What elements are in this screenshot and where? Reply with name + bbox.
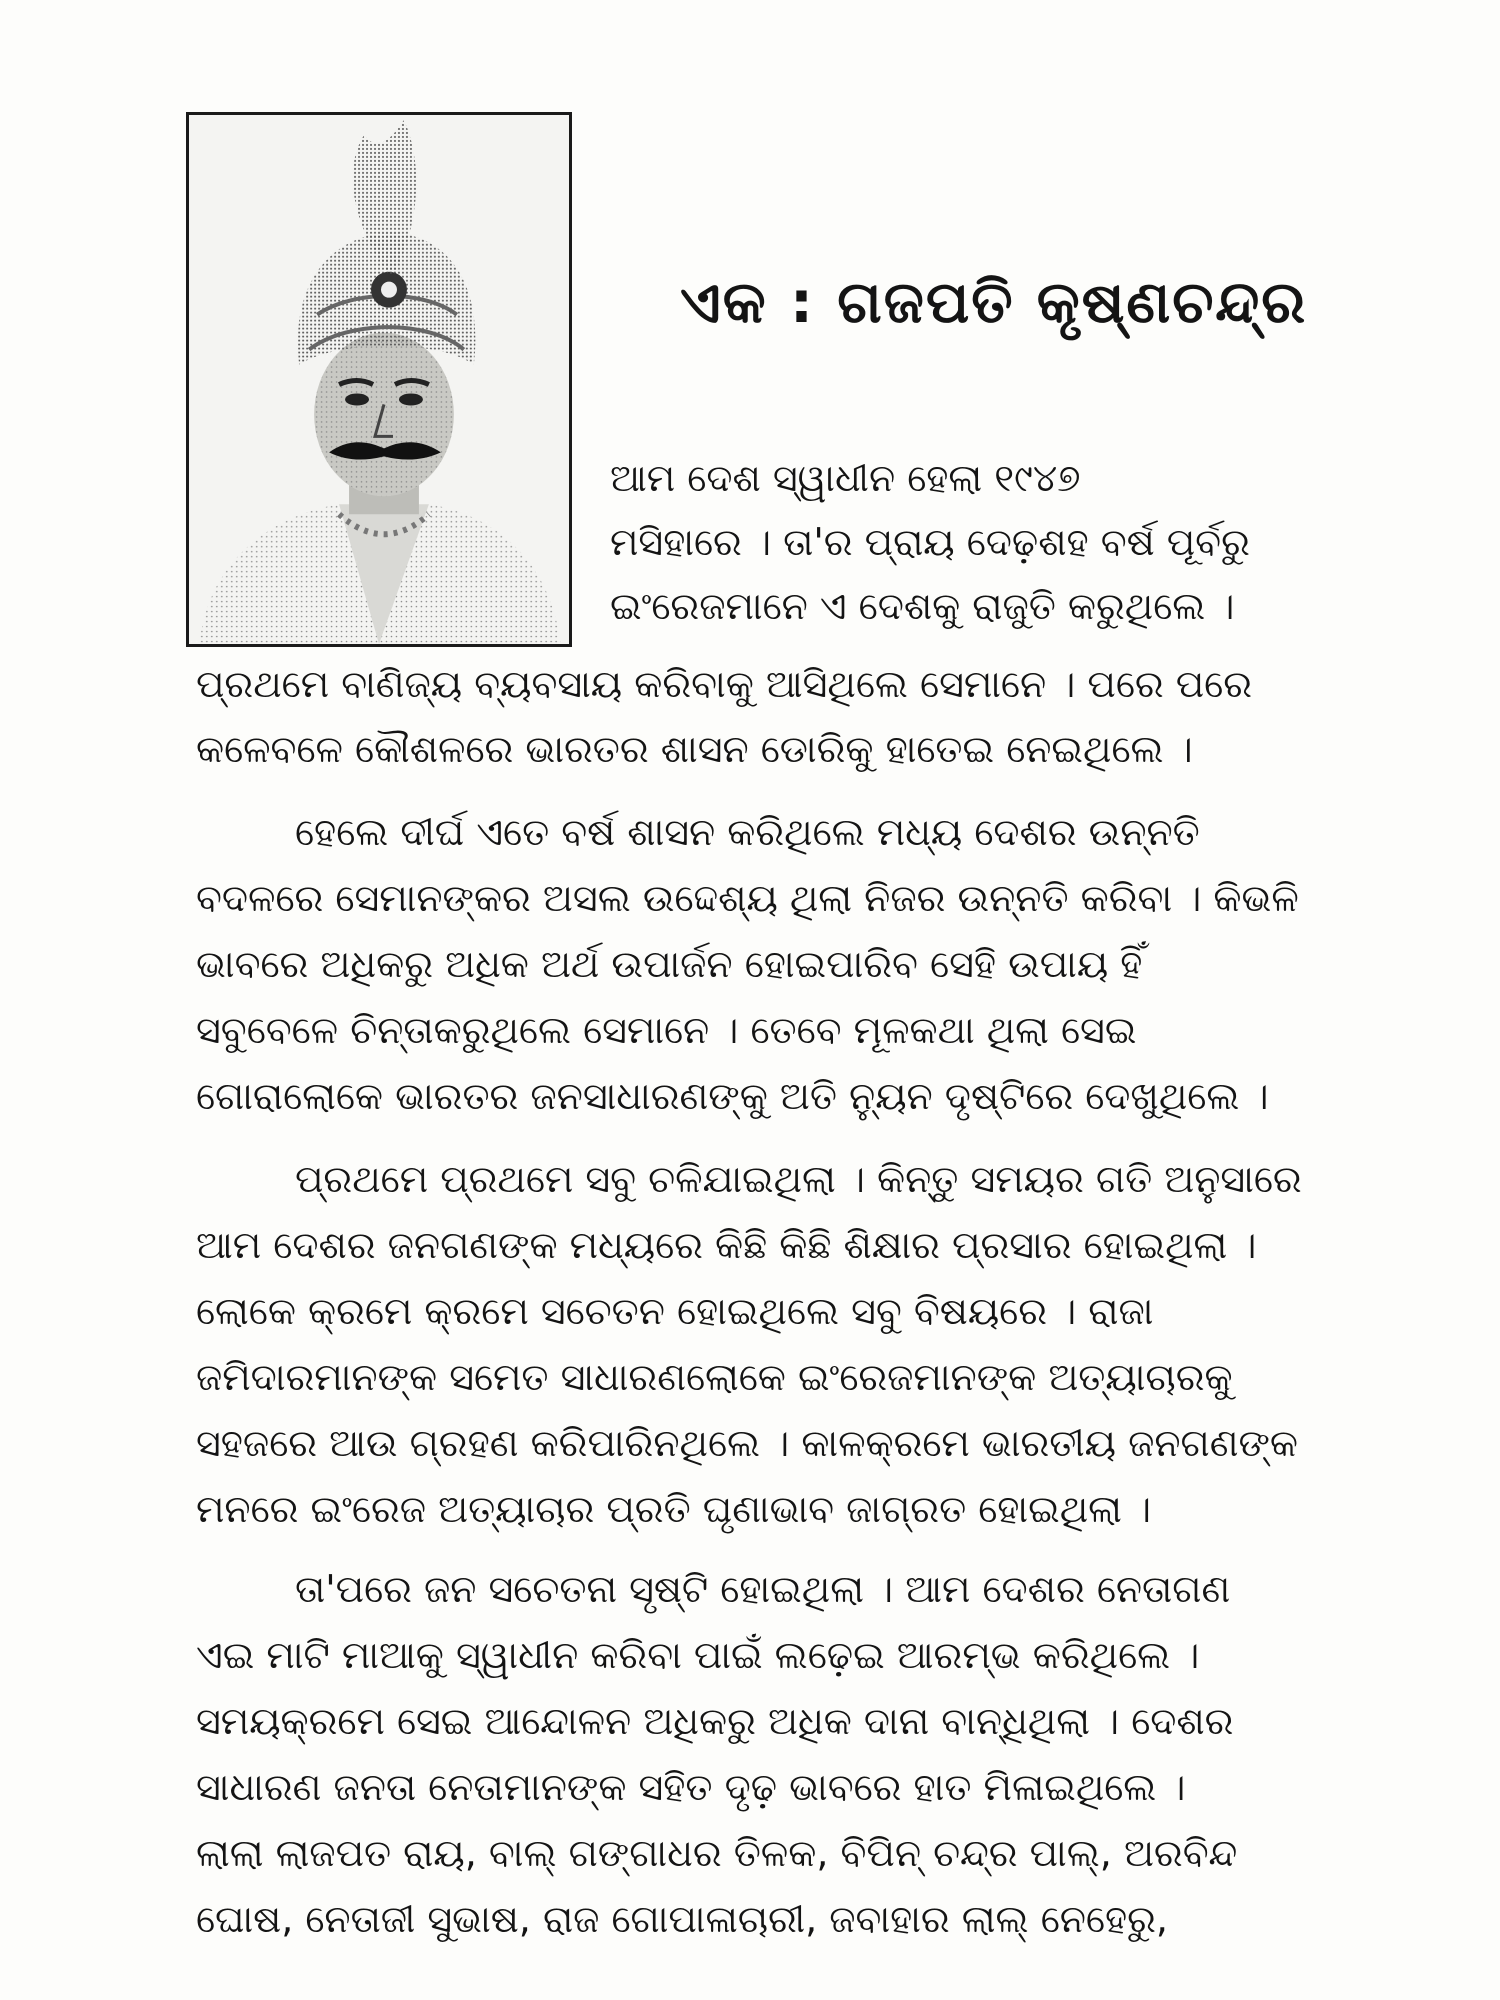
- body-line: ସାଧାରଣ ଜନତା ନେତାମାନଙ୍କ ସହିତ ଦୃଢ଼ ଭାବରେ ହାତ ମିଳାଇଥିଲେ ।: [196, 1765, 1186, 1809]
- intro-line: ମସିହାରେ । ତା'ର ପ୍ରାୟ ଦେଢ଼ଶହ ବର୍ଷ ପୂର୍ବରୁ: [610, 520, 1250, 564]
- body-line: ପ୍ରଥମେ ବାଣିଜ୍ୟ ବ୍ୟବସାୟ କରିବାକୁ ଆସିଥିଲେ ସେମାନେ । ପରେ ପରେ: [196, 662, 1253, 706]
- body-line: ସମୟକ୍ରମେ ସେଇ ଆନ୍ଦୋଳନ ଅଧିକରୁ ଅଧିକ ଦାନା ବାନ୍ଧିଥିଲା । ଦେଶର: [196, 1699, 1234, 1743]
- body-line: ବଦଳରେ ସେମାନଙ୍କର ଅସଲ ଉଦ୍ଦେଶ୍ୟ ଥିଲା ନିଜର ଉନ୍ନତି କରିବା । କିଭଳି: [196, 876, 1299, 920]
- body-line: ତା'ପରେ ଜନ ସଚେତନା ସୃଷ୍ଟି ହୋଇଥିଲା । ଆମ ଦେଶର ନେତାଗଣ: [295, 1567, 1231, 1611]
- body-line: ପ୍ରଥମେ ପ୍ରଥମେ ସବୁ ଚଳିଯାଇଥିଲା । କିନ୍ତୁ ସମୟର ଗତି ଅନୁସାରେ: [295, 1157, 1302, 1201]
- body-line: ସହଜରେ ଆଉ ଗ୍ରହଣ କରିପାରିନଥିଲେ । କାଳକ୍ରମେ ଭାରତୀୟ ଜନଗଣଙ୍କ: [196, 1421, 1299, 1465]
- portrait-icon: [189, 115, 569, 644]
- body-line: ଏଇ ମାଟି ମାଆକୁ ସ୍ୱାଧୀନ କରିବା ପାଇଁ ଲଢ଼େଇ ଆରମ୍ଭ କରିଥିଲେ ।: [196, 1633, 1200, 1677]
- chapter-title: ଏକ : ଗଜପତି କୃଷ୍ଣଚନ୍ଦ୍ର: [680, 268, 1308, 336]
- body-line: ଲାଲା ଲାଜପତ ରାୟ, ବାଲ୍ ଗଙ୍ଗାଧର ତିଳକ, ବିପିନ୍ ଚନ୍ଦ୍ର ପାଲ୍, ଅରବିନ୍ଦ: [196, 1831, 1238, 1875]
- body-line: ଘୋଷ, ନେତାଜୀ ସୁଭାଷ, ରାଜ ଗୋପାଳାଚାରୀ, ଜବାହାର ଲାଲ୍ ନେହେରୁ,: [196, 1897, 1168, 1941]
- body-line: ମନରେ ଇଂରେଜ ଅତ୍ୟାଚାର ପ୍ରତି ଘୃଣାଭାବ ଜାଗ୍ରତ ହୋଇଥିଲା ।: [196, 1487, 1152, 1531]
- body-line: ଗୋରାଲୋକେ ଭାରତର ଜନସାଧାରଣଙ୍କୁ ଅତି ନ୍ୟୁନ ଦୃଷ୍ଟିରେ ଦେଖୁଥିଲେ ।: [196, 1074, 1269, 1118]
- body-line: ଲୋକେ କ୍ରମେ କ୍ରମେ ସଚେତନ ହୋଇଥିଲେ ସବୁ ବିଷୟରେ । ରାଜା: [196, 1289, 1154, 1333]
- body-line: କଳେବଳେ କୌଶଳରେ ଭାରତର ଶାସନ ଡୋରିକୁ ହାତେଇ ନେଇଥିଲେ ।: [196, 727, 1193, 771]
- body-line: ଆମ ଦେଶର ଜନଗଣଙ୍କ ମଧ୍ୟରେ କିଛି କିଛି ଶିକ୍ଷାର ପ୍ରସାର ହୋଇଥିଲା ।: [196, 1223, 1257, 1267]
- portrait-photo: [186, 112, 572, 647]
- body-line: ଜମିଦାରମାନଙ୍କ ସମେତ ସାଧାରଣଲୋକେ ଇଂରେଜମାନଙ୍କ ଅତ୍ୟାଚାରକୁ: [196, 1355, 1233, 1399]
- intro-line: ଆମ ଦେଶ ସ୍ୱାଧୀନ ହେଲା ୧୯୪୭: [610, 456, 1081, 500]
- intro-line: ଇଂରେଜମାନେ ଏ ଦେଶକୁ ରାଜୁତି କରୁଥିଲେ ।: [610, 584, 1235, 628]
- body-line: ହେଲେ ଦୀର୍ଘ ଏତେ ବର୍ଷ ଶାସନ କରିଥିଲେ ମଧ୍ୟ ଦେଶର ଉନ୍ନତି: [295, 810, 1200, 854]
- body-line: ସବୁବେଳେ ଚିନ୍ତାକରୁଥିଲେ ସେମାନେ । ତେବେ ମୂଳକଥା ଥିଲା ସେଇ: [196, 1008, 1137, 1052]
- body-line: ଭାବରେ ଅଧିକରୁ ଅଧିକ ଅର୍ଥ ଉପାର୍ଜନ ହୋଇପାରିବ ସେହି ଉପାୟ ହିଁ: [196, 942, 1143, 986]
